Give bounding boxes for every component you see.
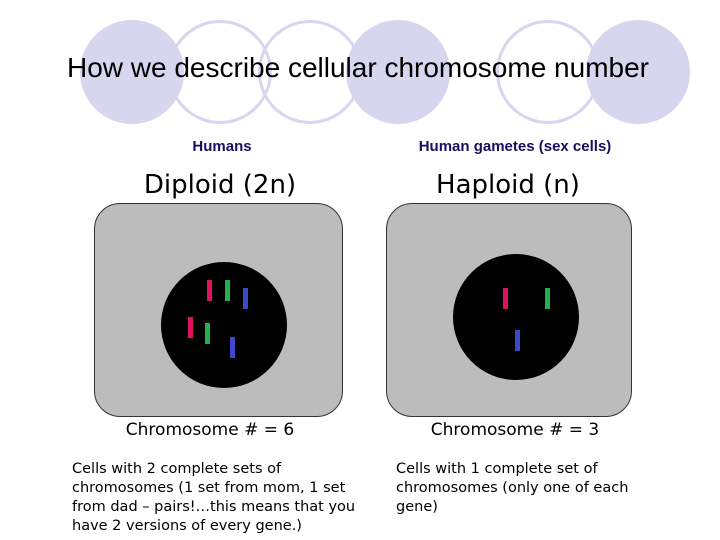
haploid-description: Cells with 1 complete set of chromosomes (only one of each gene) xyxy=(396,461,629,515)
haploid-label: Haploid (n) xyxy=(436,170,580,200)
slide-title: How we describe cellular chromosome number xyxy=(66,52,649,83)
chromosome-red xyxy=(503,288,508,309)
diploid-description: Cells with 2 complete sets of chromosomes (1 set from mom, 1 set from dad – pairs!…this means that you have 2 versions of every gene.) xyxy=(72,461,356,534)
left-heading: Humans xyxy=(192,138,252,155)
chromosome-blue xyxy=(243,288,248,309)
diploid-count: Chromosome # = 6 xyxy=(125,420,295,440)
right-heading: Human gametes (sex cells) xyxy=(418,138,612,155)
diploid-label: Diploid (2n) xyxy=(143,170,297,200)
chromosome-blue xyxy=(515,330,520,351)
chromosome-green xyxy=(205,323,210,344)
chromosome-red xyxy=(207,280,212,301)
chromosome-green xyxy=(225,280,230,301)
haploid-nucleus xyxy=(453,254,579,380)
chromosome-green xyxy=(545,288,550,309)
haploid-count: Chromosome # = 3 xyxy=(430,420,600,440)
haploid-cell xyxy=(386,203,632,417)
diploid-cell xyxy=(94,203,343,417)
chromosome-red xyxy=(188,317,193,338)
diploid-nucleus xyxy=(161,262,287,388)
chromosome-blue xyxy=(230,337,235,358)
